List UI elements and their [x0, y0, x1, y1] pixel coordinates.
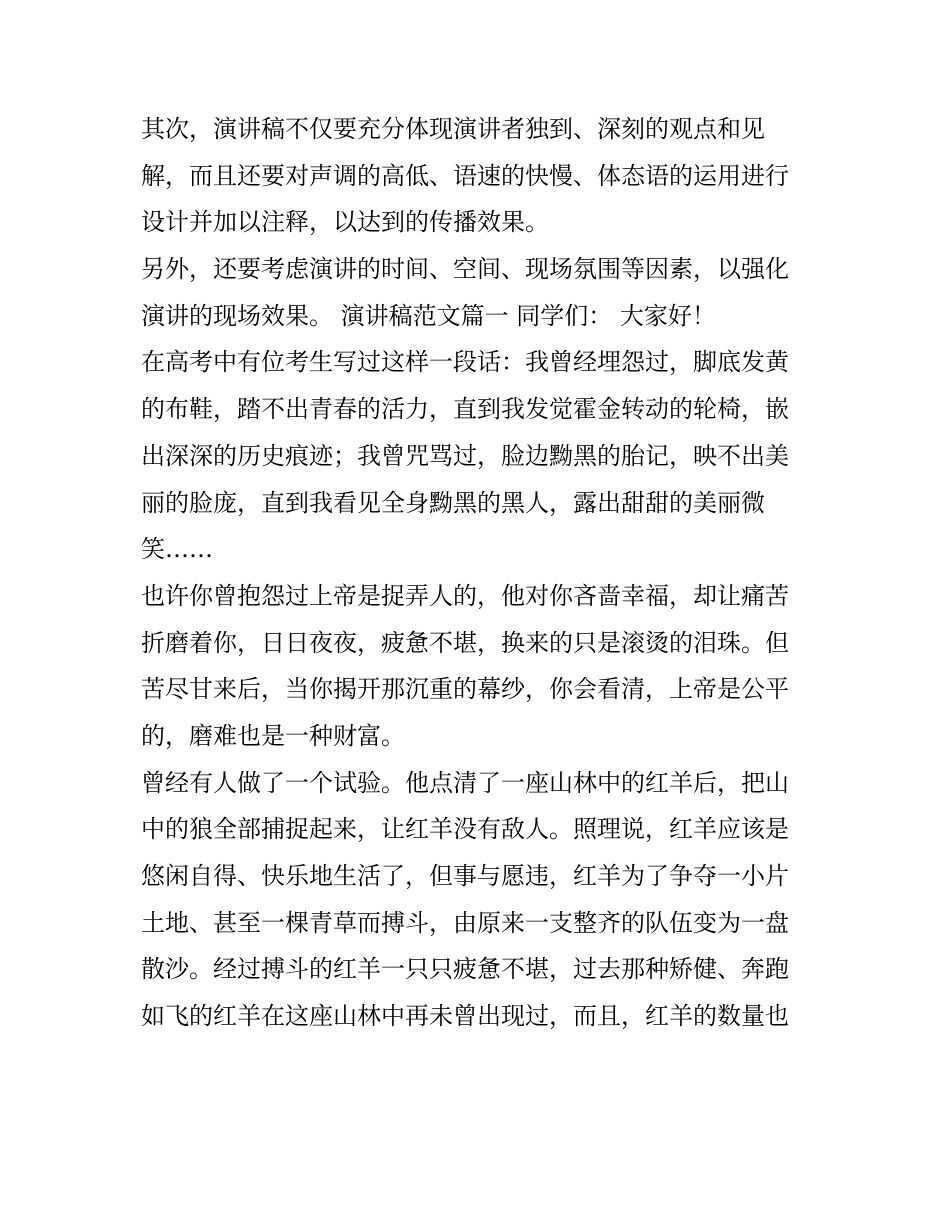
text-line: 曾经有人做了一个试验。他点清了一座山林中的红羊后，把山: [141, 768, 789, 797]
text-line: 在高考中有位考生写过这样一段话：我曾经埋怨过，脚底发黄: [141, 348, 789, 377]
body-text: [141, 106, 813, 1040]
text-line: 其次，演讲稿不仅要充分体现演讲者独到、深刻的观点和见: [141, 115, 765, 143]
text-line: 中的狼全部捕捉起来，让红羊没有敌人。照理说，红羊应该是: [141, 815, 789, 844]
text-line: 土地、甚至一棵青草而搏斗，由原来一支整齐的队伍变为一盘: [141, 908, 789, 937]
text-line: 出深深的历史痕迹；我曾咒骂过，脸边黝黑的胎记，映不出美: [141, 441, 789, 470]
text-line: 苦尽甘来后，当你揭开那沉重的幕纱，你会看清，上帝是公平: [141, 675, 789, 704]
text-line: 解，而且还要对声调的高低、语速的快慢、体态语的运用进行: [141, 161, 789, 190]
text-line: 的，磨难也是一种财富。: [141, 721, 405, 750]
text-line: 折磨着你，日日夜夜，疲惫不堪，换来的只是滚烫的泪珠。但: [141, 628, 789, 657]
text-line: 悠闲自得、快乐地生活了，但事与愿违，红羊为了争夺一小片: [141, 862, 789, 890]
text-line: 也许你曾抱怨过上帝是捉弄人的，他对你吝啬幸福，却让痛苦: [141, 581, 789, 610]
text-line: 笑……: [141, 535, 213, 564]
text-line: 演讲的现场效果。 演讲稿范文篇一 同学们： 大家好！: [141, 301, 716, 330]
text-line: 如飞的红羊在这座山林中再未曾出现过，而且，红羊的数量也: [141, 1002, 789, 1031]
text-line: 丽的脸庞，直到我看见全身黝黑的黑人，露出甜甜的美丽微: [141, 488, 765, 517]
text-line: 设计并加以注释，以达到的传播效果。: [141, 208, 549, 237]
text-line: 散沙。经过搏斗的红羊一只只疲惫不堪，过去那种矫健、奔跑: [141, 955, 789, 984]
text-line: 另外，还要考虑演讲的时间、空间、现场氛围等因素，以强化: [141, 255, 789, 284]
text-line: 的布鞋，踏不出青春的活力，直到我发觉霍金转动的轮椅，嵌: [141, 395, 789, 424]
